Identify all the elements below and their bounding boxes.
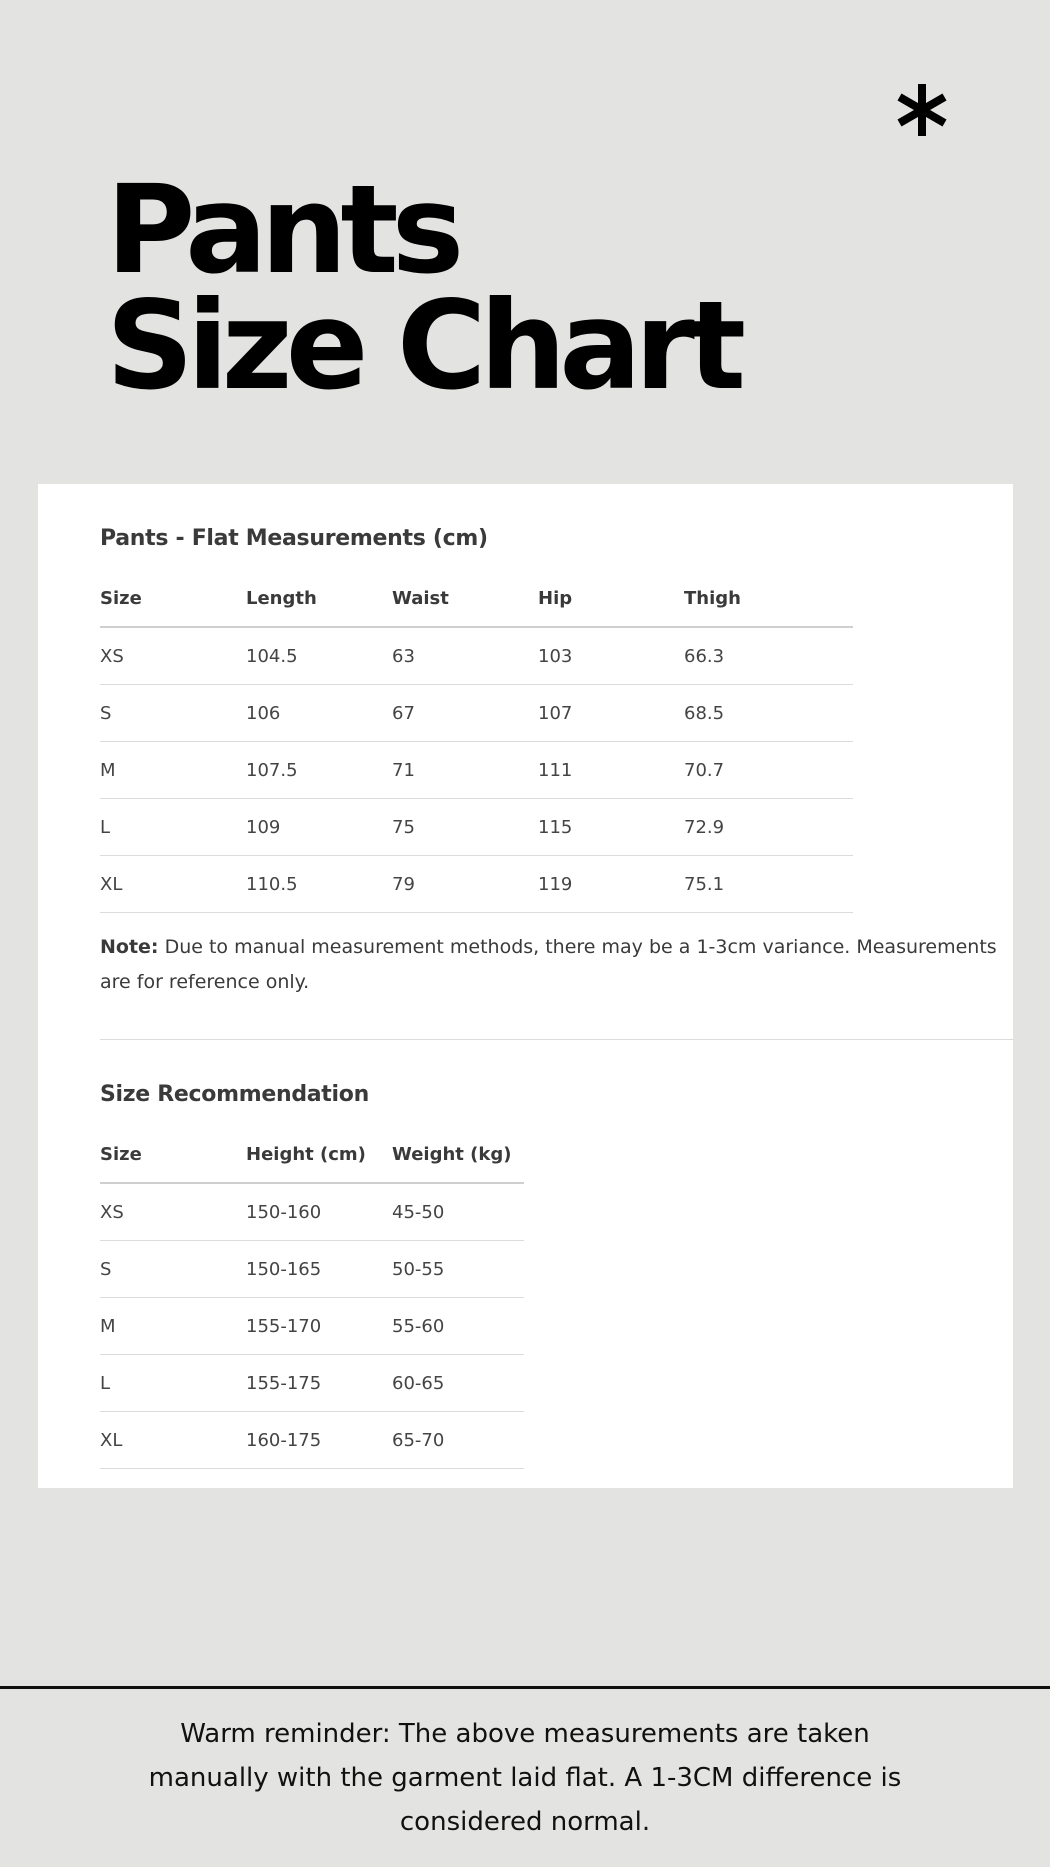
cell-height: 150-165 xyxy=(246,1241,392,1298)
cell-hip: 119 xyxy=(538,856,684,913)
cell-size: XS xyxy=(100,627,246,685)
measurement-note xyxy=(100,930,1020,1000)
cell-size: M xyxy=(100,742,246,799)
cell-waist: 67 xyxy=(392,685,538,742)
note-label: Note: xyxy=(100,936,159,958)
asterisk-icon xyxy=(894,82,950,138)
cell-size: L xyxy=(100,799,246,856)
cell-thigh: 72.9 xyxy=(684,799,853,856)
footer-divider xyxy=(0,1686,1050,1689)
cell-thigh: 75.1 xyxy=(684,856,853,913)
size-chart-card xyxy=(38,484,1013,1488)
table-row xyxy=(100,1355,524,1412)
cell-height: 155-175 xyxy=(246,1355,392,1412)
header-size: Size xyxy=(100,1126,246,1183)
cell-thigh: 66.3 xyxy=(684,627,853,685)
measurements-header-row xyxy=(100,570,853,627)
header-waist: Waist xyxy=(392,570,538,627)
table-row xyxy=(100,1183,524,1241)
cell-size: S xyxy=(100,1241,246,1298)
header-hip: Hip xyxy=(538,570,684,627)
cell-waist: 75 xyxy=(392,799,538,856)
cell-length: 110.5 xyxy=(246,856,392,913)
cell-size: XL xyxy=(100,856,246,913)
cell-length: 106 xyxy=(246,685,392,742)
cell-hip: 115 xyxy=(538,799,684,856)
note-text: Due to manual measurement methods, there may be a 1-3cm variance. Measurements are for reference only. xyxy=(100,936,997,993)
cell-thigh: 68.5 xyxy=(684,685,853,742)
cell-length: 107.5 xyxy=(246,742,392,799)
table-row xyxy=(100,1241,524,1298)
page-title-line-2: Size Chart xyxy=(106,275,740,417)
cell-length: 109 xyxy=(246,799,392,856)
cell-size: M xyxy=(100,1298,246,1355)
table-row xyxy=(100,742,853,799)
header-height: Height (cm) xyxy=(246,1126,392,1183)
cell-waist: 63 xyxy=(392,627,538,685)
cell-size: XL xyxy=(100,1412,246,1469)
cell-weight: 60-65 xyxy=(392,1355,524,1412)
cell-length: 104.5 xyxy=(246,627,392,685)
table-row xyxy=(100,627,853,685)
cell-weight: 45-50 xyxy=(392,1183,524,1241)
header-weight: Weight (kg) xyxy=(392,1126,524,1183)
cell-height: 150-160 xyxy=(246,1183,392,1241)
recommendation-title: Size Recommendation xyxy=(100,1082,369,1107)
cell-weight: 55-60 xyxy=(392,1298,524,1355)
cell-waist: 79 xyxy=(392,856,538,913)
page-title xyxy=(106,159,740,417)
measurements-title: Pants - Flat Measurements (cm) xyxy=(100,526,488,551)
table-row xyxy=(100,685,853,742)
page-title-line-1: Pants xyxy=(106,159,458,301)
cell-size: S xyxy=(100,685,246,742)
table-row xyxy=(100,856,853,913)
cell-size: XS xyxy=(100,1183,246,1241)
cell-height: 160-175 xyxy=(246,1412,392,1469)
table-row xyxy=(100,799,853,856)
cell-weight: 65-70 xyxy=(392,1412,524,1469)
cell-weight: 50-55 xyxy=(392,1241,524,1298)
cell-hip: 103 xyxy=(538,627,684,685)
cell-waist: 71 xyxy=(392,742,538,799)
header-thigh: Thigh xyxy=(684,570,853,627)
recommendation-table xyxy=(100,1126,524,1469)
table-row xyxy=(100,1412,524,1469)
warm-reminder: Warm reminder: The above measurements are taken manually with the garment laid flat. A 1-3CM difference is considered normal. xyxy=(148,1719,902,1837)
measurements-table xyxy=(100,570,853,913)
header-length: Length xyxy=(246,570,392,627)
cell-hip: 107 xyxy=(538,685,684,742)
cell-hip: 111 xyxy=(538,742,684,799)
header-size: Size xyxy=(100,570,246,627)
table-row xyxy=(100,1298,524,1355)
recommendation-header-row xyxy=(100,1126,524,1183)
section-divider xyxy=(100,1039,1013,1040)
cell-height: 155-170 xyxy=(246,1298,392,1355)
cell-size: L xyxy=(100,1355,246,1412)
cell-thigh: 70.7 xyxy=(684,742,853,799)
